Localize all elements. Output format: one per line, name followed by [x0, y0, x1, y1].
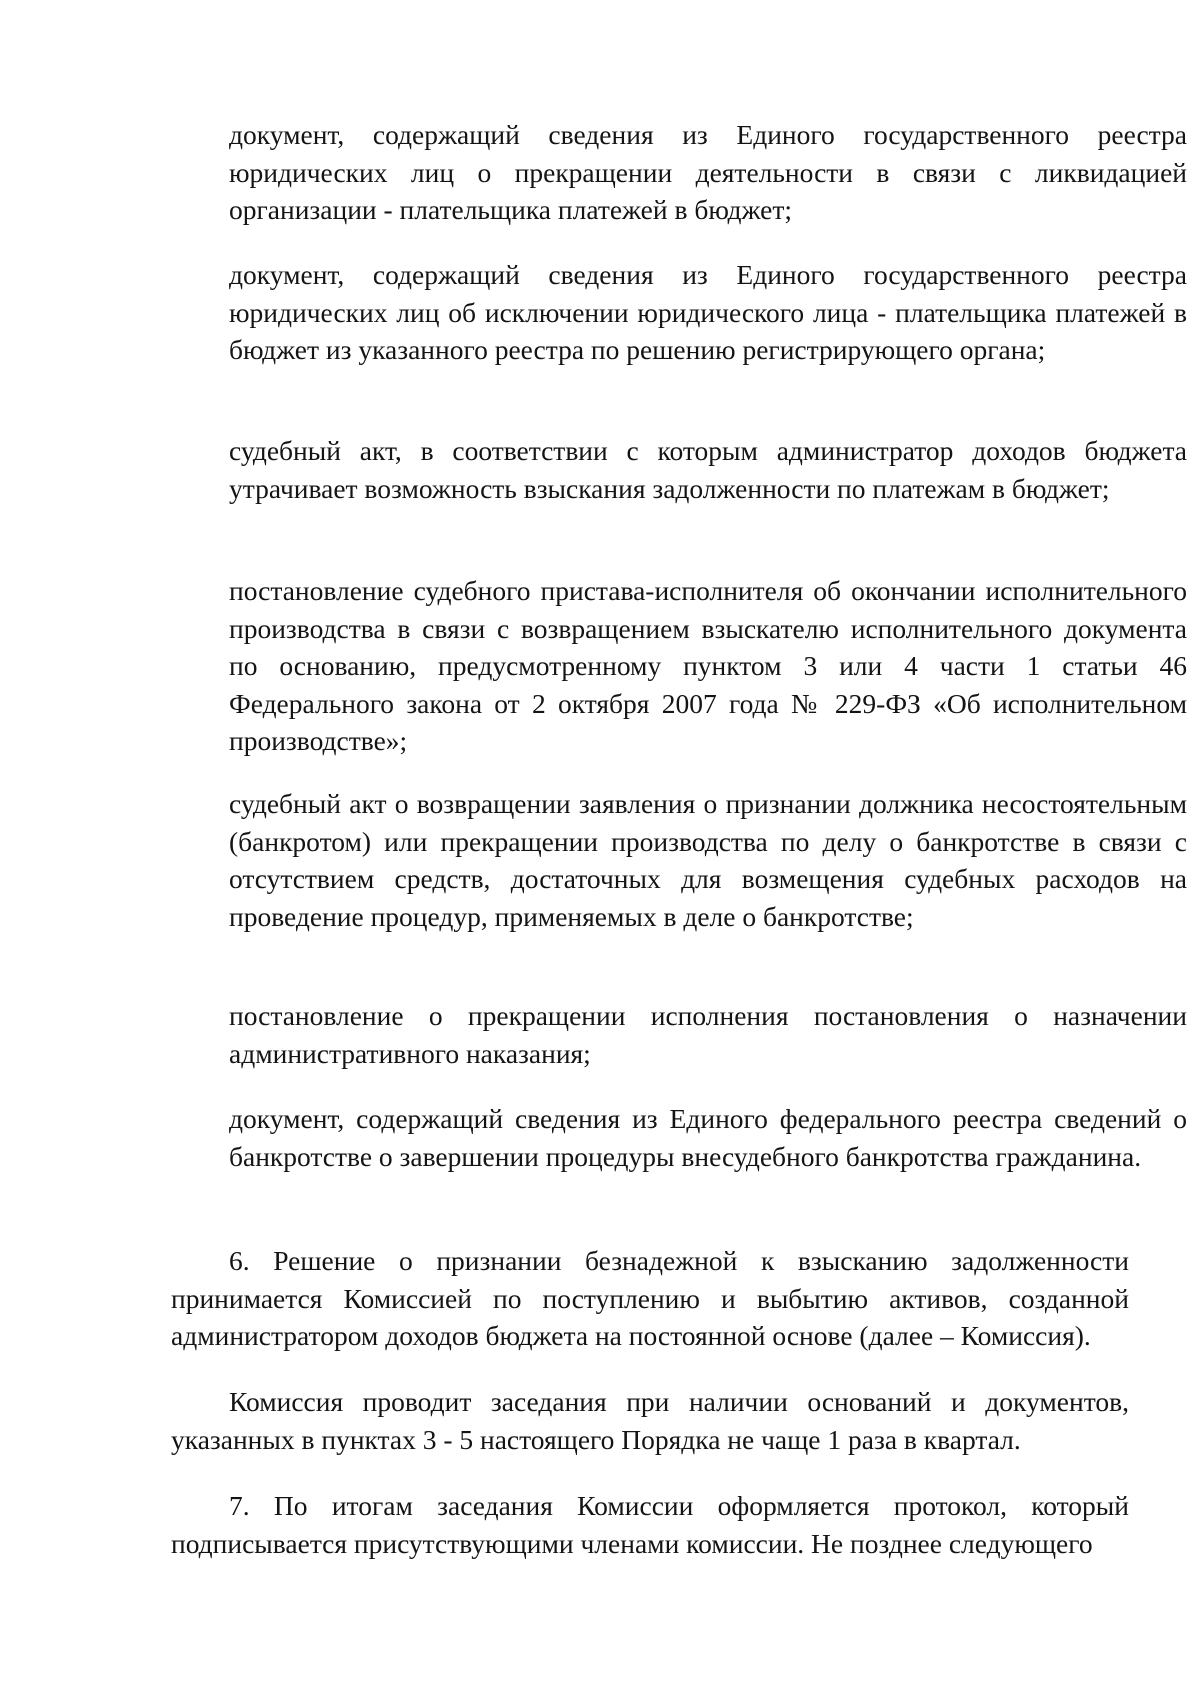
section-7-paragraph: [171, 1487, 1129, 1562]
list-item-bankruptcy-court-act: [171, 785, 1187, 935]
paragraph-text: документ, содержащий сведения из Единого федерального реестра сведений о банкротстве о завершении процедуры внесудебного банкротства гражданина.: [229, 1103, 1187, 1172]
paragraph-text: судебный акт о возвращении заявления о признании должника несостоятельным (банкротом) или прекращении производства по делу о банкротстве в связи с отсутствием средств, достаточных для возмещения судебных расходов на проведение процедур, применяемых в деле о банкротстве;: [229, 788, 1187, 932]
paragraph-text: документ, содержащий сведения из Единого государственного реестра юридических лиц об исключении юридического лица - плательщика платежей в бюджет из указанного реестра по решению регистрирующего органа;: [229, 259, 1187, 365]
paragraph-text: постановление о прекращении исполнения постановления о назначении административного наказания;: [229, 1000, 1187, 1069]
paragraph-text: постановление судебного пристава-исполнителя об окончании исполнительного производства в связи с возвращением взыскателю исполнительного документа по основанию, предусмотренному пунктом 3 или 4 части 1 статьи 46 Федерального закона от 2 октября 2007 года № 229-ФЗ «Об исполнительном производстве»;: [229, 575, 1187, 756]
paragraph-text: Комиссия проводит заседания при наличии оснований и документов, указанных в пунктах 3 - 5 настоящего Порядка не чаще 1 раза в квартал.: [171, 1386, 1129, 1455]
list-item-egrul-liquidation: [171, 116, 1187, 229]
section-6-paragraph: [171, 1242, 1129, 1355]
list-item-egrul-exclusion: [171, 256, 1187, 369]
list-item-bailiff-resolution: [171, 572, 1187, 760]
list-item-efrsb-document: [171, 1100, 1187, 1175]
list-item-court-act: [171, 432, 1187, 507]
commission-meetings-paragraph: [171, 1383, 1129, 1458]
paragraph-text: 6. Решение о признании безнадежной к взысканию задолженности принимается Комиссией по поступлению и выбытию активов, созданной администратором доходов бюджета на постоянной основе (далее – Комиссия).: [171, 1245, 1129, 1351]
paragraph-text: 7. По итогам заседания Комиссии оформляется протокол, который подписывается присутствующими членами комиссии. Не позднее следующего: [171, 1490, 1129, 1559]
paragraph-text: судебный акт, в соответствии с которым администратор доходов бюджета утрачивает возможность взыскания задолженности по платежам в бюджет;: [229, 435, 1187, 504]
paragraph-text: документ, содержащий сведения из Единого государственного реестра юридических лиц о прекращении деятельности в связи с ликвидацией организации - плательщика платежей в бюджет;: [229, 119, 1187, 225]
list-item-penalty-termination: [171, 997, 1187, 1072]
